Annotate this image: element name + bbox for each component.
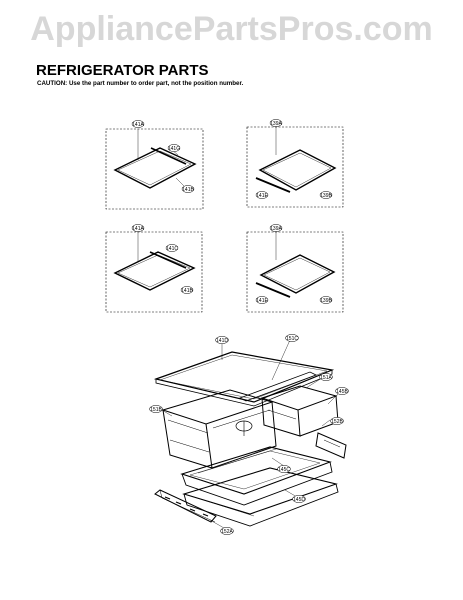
callout-145C-label: 145C: [278, 466, 290, 473]
crisper-callouts: [150, 334, 349, 534]
callout-141G-label: 141G: [167, 145, 181, 152]
callout-139B-label: 139B: [320, 192, 332, 199]
shelf-panel-mid-left: [106, 224, 202, 312]
callout-139A-label: 139A: [270, 225, 282, 232]
glass-shelf-icon: [115, 252, 194, 290]
callout-141D-label: 141D: [216, 337, 228, 344]
callout-151B-label: 151B: [150, 406, 162, 413]
glass-shelf-icon: [261, 255, 334, 293]
callout-145D-label: 145D: [293, 496, 305, 503]
shelf-panel-top-right: [247, 119, 343, 207]
callout-141E-label: 141E: [256, 192, 268, 199]
callout-141A-label: 141A: [132, 121, 144, 128]
callout-139A-label: 139A: [270, 120, 282, 127]
shelf-panel-mid-right: [247, 224, 343, 312]
callout-141E-label: 141E: [256, 297, 268, 304]
callout-151A-label: 151A: [320, 374, 332, 381]
callout-141C-label: 141C: [166, 245, 178, 252]
callout-145B-label: 145B: [336, 388, 348, 395]
callout-141B-label: 141B: [181, 287, 193, 294]
callout-152A-label: 152A: [221, 528, 233, 535]
callout-141A-label: 141A: [132, 225, 144, 232]
caution-note: CAUTION: Use the part number to order part, not the position number.: [37, 80, 244, 87]
callout-151C-label: 151C: [286, 335, 298, 342]
callout-152B-label: 152B: [331, 418, 343, 425]
page-title: REFRIGERATOR PARTS: [36, 62, 209, 79]
callout-139B-label: 139B: [320, 297, 332, 304]
callout-141B-label: 141B: [182, 186, 194, 193]
shelf-panel-top-left: [106, 120, 203, 209]
site-watermark: AppliancePartsPros.com: [30, 10, 433, 48]
